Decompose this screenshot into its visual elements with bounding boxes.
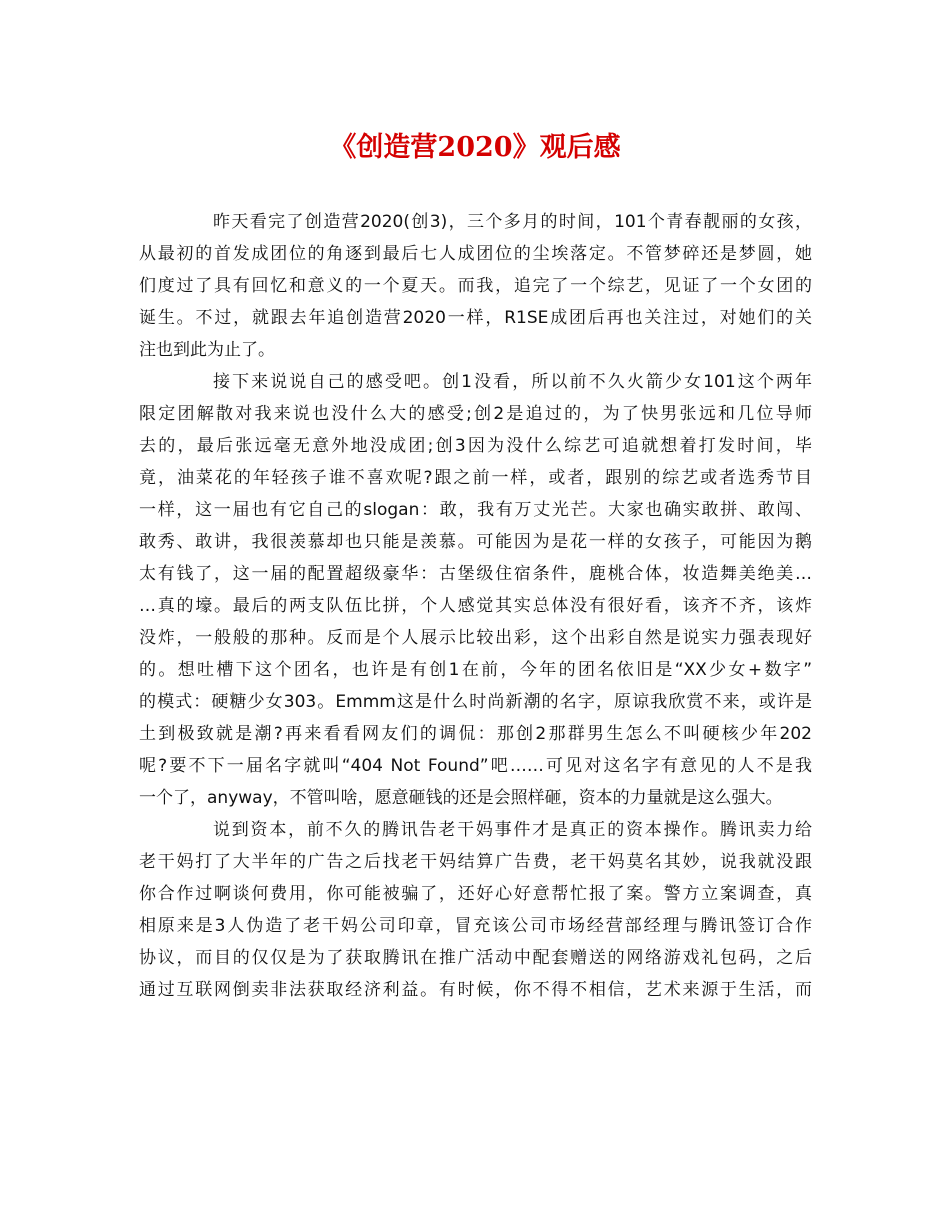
text-line: 没炸，一般般的那种。反而是个人展示比较出彩，这个出彩自然是说实力强表现好 [139, 628, 812, 648]
document-title: 《创造营2020》观后感 [329, 132, 621, 163]
text-line: 注也到此为止了。 [139, 340, 275, 360]
text-line: 老干妈打了大半年的广告之后找老干妈结算广告费，老干妈莫名其妙，说我就没跟 [139, 852, 812, 872]
text-line: 去的，最后张远毫无意外地没成团;创3因为没什么综艺可追就想着打发时间，毕 [139, 436, 812, 456]
text-line: 竟，油菜花的年轻孩子谁不喜欢呢?跟之前一样，或者，跟别的综艺或者选秀节目 [139, 468, 812, 488]
text-line: 呢?要不下一届名字就叫“404 Not Found”吧……可见对这名字有意见的人不是我 [139, 756, 812, 776]
text-line: 说到资本，前不久的腾讯告老干妈事件才是真正的资本操作。腾讯卖力给 [213, 820, 812, 840]
text-line: 的模式：硬糖少女303。Emmm这是什么时尚新潮的名字，原谅我欣赏不来，或许是 [139, 692, 812, 712]
text-line: 土到极致就是潮?再来看看网友们的调侃：那创2那群男生怎么不叫硬核少年202 [139, 724, 812, 744]
text-line: 相原来是3人伪造了老干妈公司印章，冒充该公司市场经营部经理与腾讯签订合作 [139, 916, 812, 936]
text-line: 的。想吐槽下这个团名，也许是有创1在前，今年的团名依旧是“XX少女+数字” [139, 660, 812, 680]
text-line: 太有钱了，这一届的配置超级豪华：古堡级住宿条件，鹿桃合体，妆造舞美绝美… [139, 564, 812, 584]
text-line: 一个了，anyway，不管叫啥，愿意砸钱的还是会照样砸，资本的力量就是这么强大。 [139, 788, 783, 808]
text-line: 接下来说说自己的感受吧。创1没看，所以前不久火箭少女101这个两年 [213, 372, 812, 392]
text-line: 敢秀、敢讲，我很羡慕却也只能是羡慕。可能因为是花一样的女孩子，可能因为鹅 [139, 532, 812, 552]
document-body [139, 206, 812, 1006]
text-line: 诞生。不过，就跟去年追创造营2020一样，R1SE成团后再也关注过，对她们的关 [139, 308, 812, 328]
text-line: 昨天看完了创造营2020(创3)，三个多月的时间，101个青春靓丽的女孩， [213, 212, 812, 232]
text-line: 协议，而目的仅仅是为了获取腾讯在推广活动中配套赠送的网络游戏礼包码，之后 [139, 948, 812, 968]
text-line: 们度过了具有回忆和意义的一个夏天。而我，追完了一个综艺，见证了一个女团的 [139, 276, 812, 296]
text-line: 你合作过啊谈何费用，你可能被骗了，还好心好意帮忙报了案。警方立案调查，真 [139, 884, 812, 904]
paragraph-2 [139, 366, 812, 814]
text-line: 从最初的首发成团位的角逐到最后七人成团位的尘埃落定。不管梦碎还是梦圆，她 [139, 244, 812, 264]
paragraph-3 [139, 814, 812, 1006]
text-line: 通过互联网倒卖非法获取经济利益。有时候，你不得不相信，艺术来源于生活，而 [139, 980, 812, 1000]
text-line: …真的壕。最后的两支队伍比拼，个人感觉其实总体没有很好看，该齐不齐，该炸 [139, 596, 812, 616]
text-line: 限定团解散对我来说也没什么大的感受;创2是追过的，为了快男张远和几位导师 [139, 404, 812, 424]
text-line: 一样，这一届也有它自己的slogan：敢，我有万丈光芒。大家也确实敢拼、敢闯、 [139, 500, 812, 520]
paragraph-1 [139, 206, 812, 366]
